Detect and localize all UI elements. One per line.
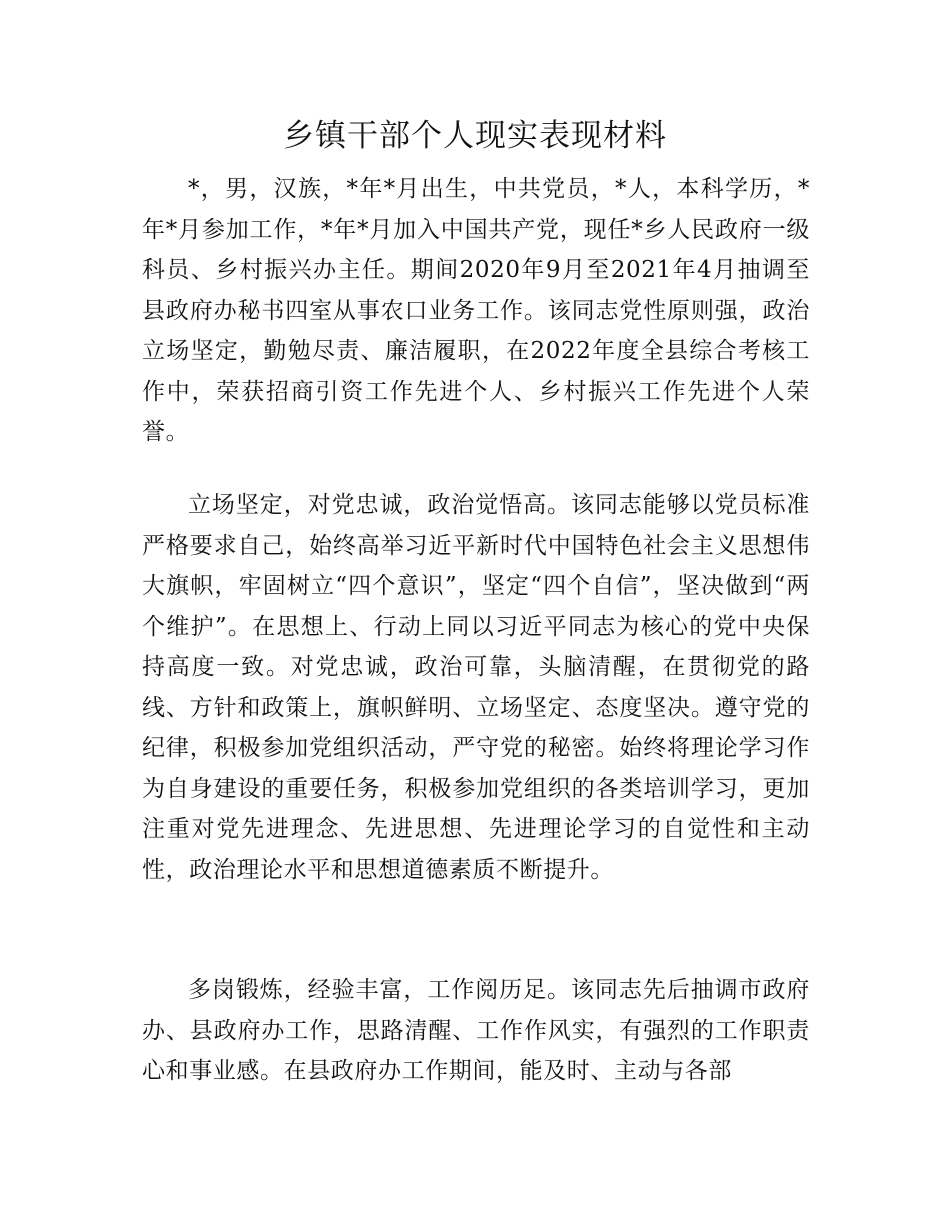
paragraph-basic-info: *，男，汉族，*年*月出生，中共党员，*人，本科学历，*年*月参加工作，*年*月加入中国共产党，现任*乡人民政府一级科员、乡村振兴办主任。期间2020年9月至2021年4月抽调至县政府办秘书四室从事农口业务工作。该同志党性原则强，政治立场坚定，勤勉尽责、廉洁履职，在2022年度全县综合考核工作中，荣获招商引资工作先进个人、乡村振兴工作先进个人荣誉。 (142, 176, 810, 445)
document-title: 乡镇干部个人现实表现材料 (283, 118, 667, 154)
paragraph-political-stance: 立场坚定，对党忠诚，政治觉悟高。该同志能够以党员标准严格要求自己，始终高举习近平新时代中国特色社会主义思想伟大旗帜，牢固树立“四个意识”，坚定“四个自信”，坚决做到“两个维护”。在思想上、行动上同以习近平同志为核心的党中央保持高度一致。对党忠诚，政治可靠，头脑清醒，在贯彻党的路线、方针和政策上，旗帜鲜明、立场坚定、态度坚决。遵守党的纪律，积极参加党组织活动，严守党的秘密。始终将理论学习作为自身建设的重要任务，积极参加党组织的各类培训学习，更加注重对党先进理念、先进思想、先进理论学习的自觉性和主动性，政治理论水平和思想道德素质不断提升。 (142, 492, 810, 883)
paragraph-work-experience: 多岗锻炼，经验丰富，工作阅历足。该同志先后抽调市政府办、县政府办工作，思路清醒、工作作风实，有强烈的工作职责心和事业感。在县政府办工作期间，能及时、主动与各部 (142, 977, 810, 1084)
